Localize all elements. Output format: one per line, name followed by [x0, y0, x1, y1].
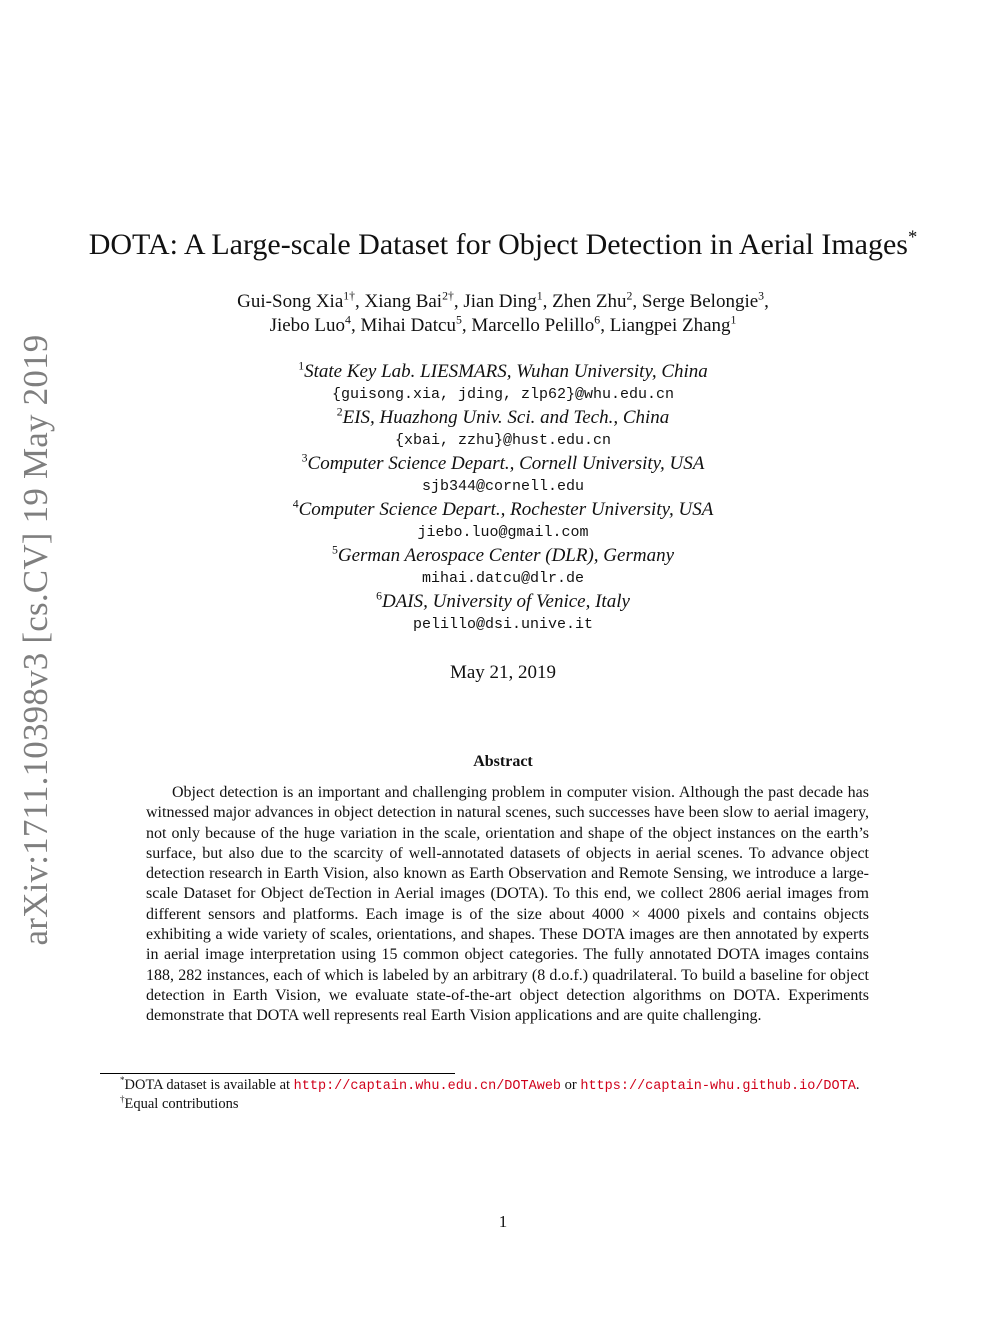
page-number: 1 [498, 1212, 508, 1231]
email-6: pelillo@dsi.unive.it [412, 616, 594, 633]
abstract-heading: Abstract [473, 753, 533, 770]
abstract-body [146, 783, 869, 1027]
authors-line-2 [0, 314, 1006, 338]
affiliation-2: $^2$EIS, Huazhong Univ. Sci. and Tech., China [336, 405, 670, 428]
author: Mihai Datcu$^5$, [360, 313, 472, 336]
affiliation-3: $^3$Computer Science Depart., Cornell University, USA [301, 451, 705, 474]
author: Jian Ding$^1$, [463, 289, 553, 312]
author: Marcello Pelillo$^6$, [471, 313, 610, 336]
author: Zhen Zhu$^2$, [552, 289, 642, 312]
dota-link-1[interactable]: http://captain.whu.edu.cn/DOTAweb [293, 1079, 562, 1094]
email-1: {guisong.xia, jding, zlp62}@whu.edu.cn [331, 386, 675, 403]
email-2: {xbai, zzhu}@hust.edu.cn [394, 432, 612, 449]
footnote-1: *DOTA dataset is available at http://captain.whu.edu.cn/DOTAweb or https://captain-whu.github.io/DOTA. [120, 1075, 860, 1094]
author: Xiang Bai$^{2\dagger}$, [364, 289, 464, 312]
dota-link-2[interactable]: https://captain-whu.github.io/DOTA [580, 1079, 856, 1094]
footnote-rule [100, 1073, 455, 1074]
footnote-2: †Equal contributions [120, 1094, 239, 1112]
email-3: sjb344@cornell.edu [421, 478, 585, 495]
paper-date: May 21, 2019 [449, 662, 557, 683]
email-5: mihai.datcu@dlr.de [421, 570, 585, 587]
affiliation-6: $^6$DAIS, University of Venice, Italy [376, 589, 630, 612]
author: Liangpei Zhang$^1$ [609, 313, 737, 336]
affiliation-1: $^1$State Key Lab. LIESMARS, Wuhan University, China [298, 359, 708, 382]
affiliation-4: $^4$Computer Science Depart., Rochester University, USA [292, 497, 714, 520]
author: Gui-Song Xia$^{1\dagger}$, [237, 289, 365, 312]
title-text: DOTA: A Large-scale Dataset for Object Detection in Aerial Images [88, 228, 908, 261]
authors-line-1 [0, 290, 1006, 314]
affiliations [0, 360, 1006, 636]
abstract-paragraph: Object detection is an important and challenging problem in computer vision. Although the past decade has witnessed major advances in object detection in natural scenes, such successes have been slow to aerial imagery, not only because of the huge variation in the scale, orientation and shape of the object instances on the earth’s surface, but also due to the scarcity of well-annotated datasets of objects in aerial scenes. To advance object detection research in Earth Vision, also known as Earth Observation and Remote Sensing, we introduce a large-scale Dataset for Object deTection in Aerial images (DOTA). To this end, we collect 2806 aerial images from different sensors and platforms. Each image is of the size about 4000 × 4000 pixels and contains objects exhibiting a wide variety of scales, orientations, and shapes. These DOTA images are then annotated by experts in aerial image interpretation using 15 common object categories. The fully annotated DOTA images contains 188, 282 instances, each of which is labeled by an arbitrary (8 d.o.f.) quadrilateral. To build a baseline for object detection in Earth Vision, we evaluate state-of-the-art object detection algorithms on DOTA. Experiments demonstrate that DOTA well represents real Earth Vision applications and are quite challenging. [146, 784, 869, 1025]
arxiv-stamp: arXiv:1711.10398v3 [cs.CV] 19 May 2019 [16, 334, 55, 946]
email-4: jiebo.luo@gmail.com [417, 524, 589, 541]
paper-title [0, 228, 1006, 262]
title-footnote-mark: * [907, 227, 918, 248]
affiliation-5: $^5$German Aerospace Center (DLR), Germany [331, 543, 675, 566]
author: Jiebo Luo$^4$, [269, 313, 361, 336]
author: Serge Belongie$^3$, [641, 289, 769, 312]
